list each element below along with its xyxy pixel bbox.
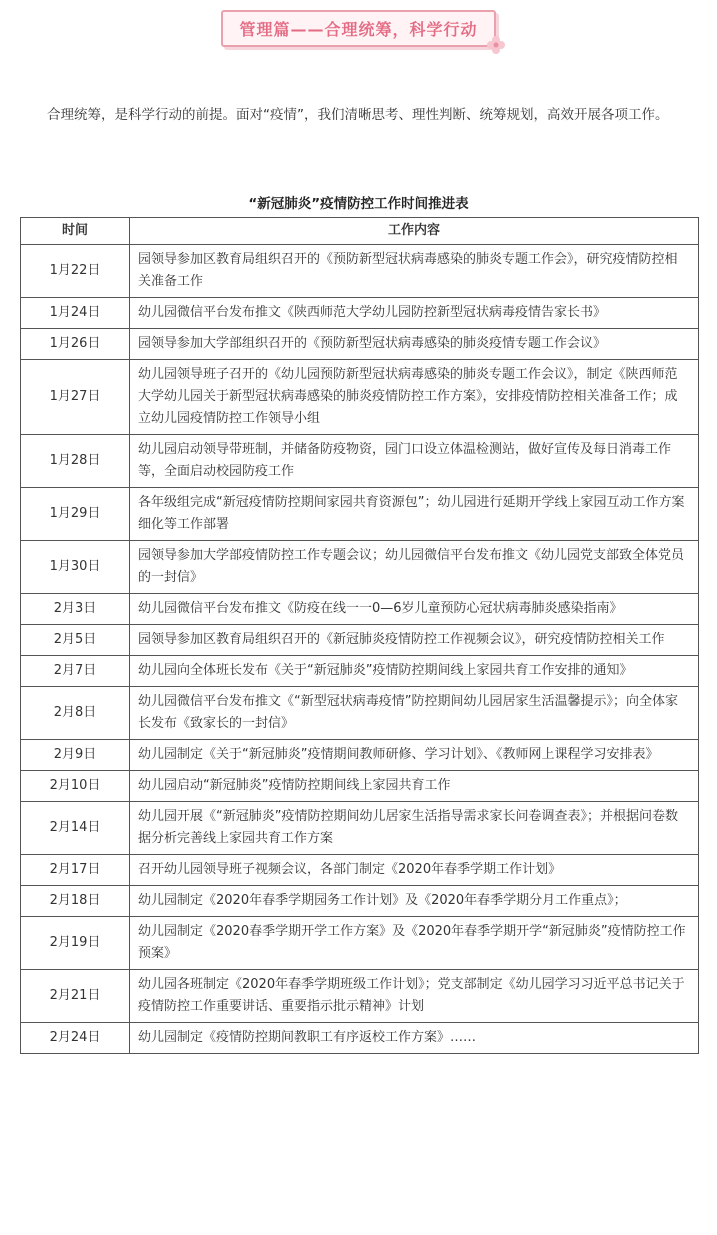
row-content: 幼儿园各班制定《2020年春季学期班级工作计划》；党支部制定《幼儿园学习习近平总书记关于疫情防控工作重要讲话、重要指示批示精神》计划 [130, 970, 699, 1023]
row-content: 召开幼儿园领导班子视频会议，各部门制定《2020年春季学期工作计划》 [130, 855, 699, 886]
row-content: 园领导参加大学部组织召开的《预防新型冠状病毒感染的肺炎疫情专题工作会议》 [130, 329, 699, 360]
row-content: 幼儿园制定《关于“新冠肺炎”疫情期间教师研修、学习计划》、《教师网上课程学习安排表》 [130, 740, 699, 771]
row-content: 园领导参加大学部疫情防控工作专题会议；幼儿园微信平台发布推文《幼儿园党支部致全体党员的一封信》 [130, 541, 699, 594]
table-header-row [21, 218, 699, 245]
table-row [21, 970, 699, 1023]
row-time: 2月21日 [21, 970, 130, 1023]
table-row [21, 435, 699, 488]
schedule-table [20, 217, 699, 1054]
row-content: 幼儿园制定《2020年春季学期园务工作计划》及《2020年春季学期分月工作重点》； [130, 886, 699, 917]
row-time: 2月7日 [21, 656, 130, 687]
row-time: 1月22日 [21, 245, 130, 298]
flower-icon [486, 35, 506, 55]
table-row [21, 488, 699, 541]
row-time: 2月9日 [21, 740, 130, 771]
intro-paragraph: 合理统筹，是科学行动的前提。面对“疫情”，我们清晰思考、理性判断、统筹规划，高效开展各项工作。 [47, 107, 669, 123]
table-title: “新冠肺炎”疫情防控工作时间推进表 [248, 196, 469, 212]
header-content: 工作内容 [130, 218, 699, 245]
row-time: 2月10日 [21, 771, 130, 802]
table-row [21, 656, 699, 687]
table-row [21, 1023, 699, 1054]
table-row [21, 594, 699, 625]
row-content: 幼儿园启动“新冠肺炎”疫情防控期间线上家园共育工作 [130, 771, 699, 802]
table-row [21, 687, 699, 740]
row-content: 幼儿园向全体班长发布《关于“新冠肺炎”疫情防控期间线上家园共育工作安排的通知》 [130, 656, 699, 687]
row-content: 幼儿园制定《2020春季学期开学工作方案》及《2020年春季学期开学“新冠肺炎”疫情防控工作预案》 [130, 917, 699, 970]
section-banner [221, 10, 495, 47]
row-time: 2月19日 [21, 917, 130, 970]
row-time: 2月8日 [21, 687, 130, 740]
table-row [21, 360, 699, 435]
row-time: 1月24日 [21, 298, 130, 329]
row-time: 2月18日 [21, 886, 130, 917]
row-content: 各年级组完成“新冠疫情防控期间家园共育资源包”；幼儿园进行延期开学线上家园互动工作方案细化等工作部署 [130, 488, 699, 541]
row-content: 园领导参加区教育局组织召开的《预防新型冠状病毒感染的肺炎专题工作会》，研究疫情防控相关准备工作 [130, 245, 699, 298]
row-content: 幼儿园微信平台发布推文《陕西师范大学幼儿园防控新型冠状病毒疫情告家长书》 [130, 298, 699, 329]
table-row [21, 771, 699, 802]
row-time: 2月5日 [21, 625, 130, 656]
row-content: 幼儿园微信平台发布推文《“新型冠状病毒疫情”防控期间幼儿园居家生活温馨提示》；向全体家长发布《致家长的一封信》 [130, 687, 699, 740]
header-time: 时间 [21, 218, 130, 245]
table-row [21, 625, 699, 656]
table-row [21, 245, 699, 298]
row-time: 1月29日 [21, 488, 130, 541]
table-row [21, 802, 699, 855]
banner-container [0, 10, 717, 47]
row-content: 幼儿园启动领导带班制，并储备防疫物资，园门口设立体温检测站，做好宣传及每日消毒工作等，全面启动校园防疫工作 [130, 435, 699, 488]
table-row [21, 855, 699, 886]
row-time: 1月26日 [21, 329, 130, 360]
table-row [21, 298, 699, 329]
row-time: 1月28日 [21, 435, 130, 488]
row-content: 幼儿园微信平台发布推文《防疫在线一一0—6岁儿童预防心冠状病毒肺炎感染指南》 [130, 594, 699, 625]
banner-title: 管理篇——合理统筹，科学行动 [239, 20, 478, 39]
row-content: 园领导参加区教育局组织召开的《新冠肺炎疫情防控工作视频会议》，研究疫情防控相关工作 [130, 625, 699, 656]
row-time: 1月30日 [21, 541, 130, 594]
table-row [21, 917, 699, 970]
table-row [21, 886, 699, 917]
row-content: 幼儿园领导班子召开的《幼儿园预防新型冠状病毒感染的肺炎专题工作会议》，制定《陕西师范大学幼儿园关于新型冠状病毒感染的肺炎疫情防控工作方案》，安排疫情防控相关准备工作；成立幼儿园疫情防控工作领导小组 [130, 360, 699, 435]
row-content: 幼儿园开展《“新冠肺炎”疫情防控期间幼儿居家生活指导需求家长问卷调查表》；并根据问卷数据分析完善线上家园共育工作方案 [130, 802, 699, 855]
table-row [21, 740, 699, 771]
row-content: 幼儿园制定《疫情防控期间教职工有序返校工作方案》…… [130, 1023, 699, 1054]
row-time: 2月24日 [21, 1023, 130, 1054]
row-time: 1月27日 [21, 360, 130, 435]
table-row [21, 329, 699, 360]
row-time: 2月14日 [21, 802, 130, 855]
row-time: 2月17日 [21, 855, 130, 886]
row-time: 2月3日 [21, 594, 130, 625]
table-row [21, 541, 699, 594]
